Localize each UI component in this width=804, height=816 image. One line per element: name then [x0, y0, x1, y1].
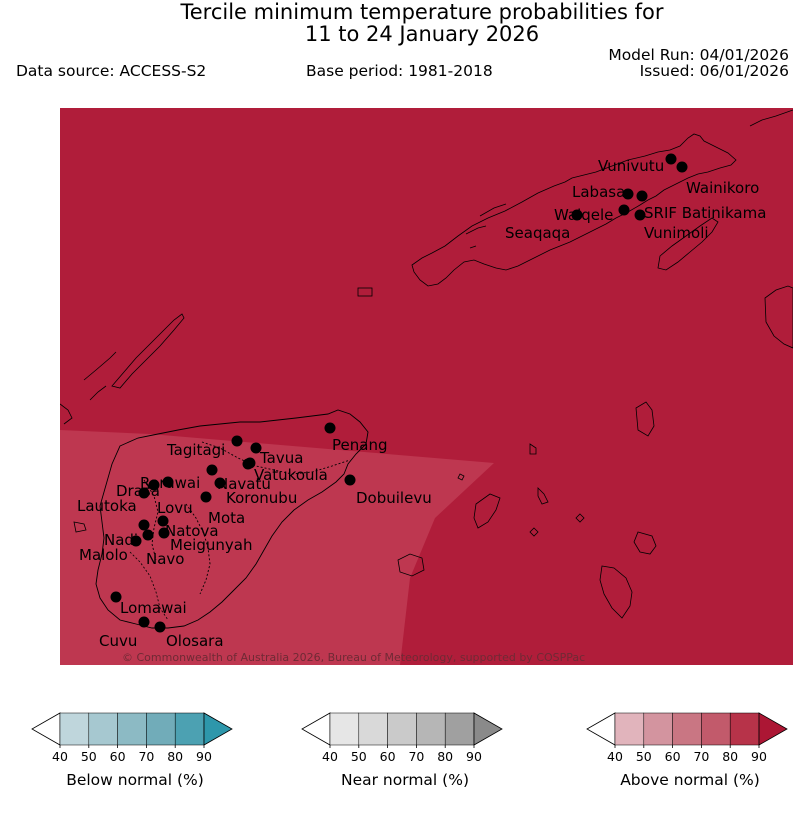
station-dot	[619, 205, 630, 216]
colorbar-segment	[118, 713, 147, 745]
station-label: Lovu	[157, 499, 193, 517]
colorbar-near-normal	[300, 700, 510, 800]
colorbar-tick-label: 50	[635, 749, 652, 764]
colorbar-segment	[175, 713, 204, 745]
colorbar-segment	[359, 713, 388, 745]
colorbar-tick-label: 60	[664, 749, 681, 764]
colorbar-tick-label: 80	[167, 749, 184, 764]
station-label: Navo	[146, 550, 185, 568]
station-label: Cuvu	[99, 632, 138, 650]
station-label: Wainikoro	[686, 179, 760, 197]
station-label: Rarawai	[140, 474, 201, 492]
station-label: Drasa	[116, 482, 160, 500]
colorbar-segment	[615, 713, 644, 745]
base-period-text: Base period: 1981-2018	[306, 62, 493, 80]
station-label: Malolo	[79, 546, 128, 564]
colorbar-segment	[673, 713, 702, 745]
map-title-line1: Tercile minimum temperature probabilities for	[180, 0, 664, 24]
station-label: Dobuilevu	[356, 489, 432, 507]
station-label: Vatukoula	[254, 466, 328, 484]
station-dot	[143, 530, 154, 541]
colorbar-tick-label: 80	[437, 749, 454, 764]
station-dot	[637, 191, 648, 202]
map-title-line2: 11 to 24 January 2026	[304, 22, 540, 46]
colorbar-segment	[330, 713, 359, 745]
colorbar-tick-label: 90	[466, 749, 482, 764]
issued-text: Issued: 06/01/2026	[639, 62, 789, 80]
colorbar-tick-label: 90	[751, 749, 767, 764]
station-dot	[325, 423, 336, 434]
station-dot	[345, 475, 356, 486]
colorbar-segment	[146, 713, 175, 745]
colorbar-segment	[644, 713, 673, 745]
colorbar-below-normal	[30, 700, 240, 800]
colorbar-extend-low	[587, 713, 615, 745]
colorbar-segment	[445, 713, 474, 745]
colorbar-extend-low	[302, 713, 330, 745]
map-credit: © Commonwealth of Australia 2026, Bureau of Meteorology, supported by COSPPac	[122, 651, 586, 664]
colorbar-segment	[89, 713, 118, 745]
colorbar-segment	[730, 713, 759, 745]
colorbar-tick-label: 40	[52, 749, 68, 764]
station-label: Mota	[208, 509, 246, 527]
colorbar-above-normal	[585, 700, 795, 800]
station-dot	[139, 617, 150, 628]
colorbar-segment	[60, 713, 89, 745]
colorbar-extend-high	[204, 713, 232, 745]
station-label: Tavua	[260, 449, 304, 467]
colorbar-extend-low	[32, 713, 60, 745]
colorbar-tick-label: 40	[322, 749, 338, 764]
station-label: Meigunyah	[170, 536, 253, 554]
colorbar-tick-label: 60	[379, 749, 396, 764]
colorbar-tick-label: 70	[693, 749, 710, 764]
station-dot	[139, 520, 150, 531]
station-label: Penang	[332, 436, 388, 454]
station-label: Seaqaqa	[505, 224, 571, 242]
station-dot	[677, 162, 688, 173]
colorbar-segment	[416, 713, 445, 745]
colorbar-tick-label: 70	[408, 749, 425, 764]
station-label: Vunivutu	[598, 157, 665, 175]
station-label: Lautoka	[77, 497, 137, 515]
colorbar-tick-label: 70	[138, 749, 155, 764]
station-label: Lomawai	[120, 599, 187, 617]
station-label: Waiqele	[554, 206, 614, 224]
station-label: Olosara	[166, 632, 224, 650]
colorbar-segment	[701, 713, 730, 745]
station-label: Koronubu	[226, 489, 298, 507]
station-label: Nadi	[104, 531, 139, 549]
data-source-text: Data source: ACCESS-S2	[16, 62, 207, 80]
colorbar-tick-label: 40	[607, 749, 623, 764]
station-label: Vunimoli	[644, 224, 709, 242]
station-dot	[207, 465, 218, 476]
colorbar-tick-label: 60	[109, 749, 126, 764]
station-dot	[155, 622, 166, 633]
station-label: Natova	[165, 522, 219, 540]
model-run-text: Model Run: 04/01/2026	[608, 46, 789, 64]
station-label: SRIF Batinikama	[644, 204, 767, 222]
probability-map	[60, 108, 793, 665]
colorbar-above-normal-label: Above normal (%)	[620, 771, 760, 789]
colorbar-tick-label: 50	[350, 749, 367, 764]
colorbar-extend-high	[759, 713, 787, 745]
station-dot	[201, 492, 212, 503]
station-dot	[666, 154, 677, 165]
station-label: Labasa	[572, 183, 626, 201]
colorbar-extend-high	[474, 713, 502, 745]
station-dot	[232, 436, 243, 447]
colorbar-segment	[388, 713, 417, 745]
colorbar-near-normal-label: Near normal (%)	[341, 771, 469, 789]
colorbar-tick-label: 80	[722, 749, 739, 764]
station-label: Tagitagi	[167, 441, 226, 459]
colorbar-tick-label: 90	[196, 749, 212, 764]
colorbar-below-normal-label: Below normal (%)	[66, 771, 204, 789]
station-label: Navatu	[217, 475, 271, 493]
colorbar-tick-label: 50	[80, 749, 97, 764]
